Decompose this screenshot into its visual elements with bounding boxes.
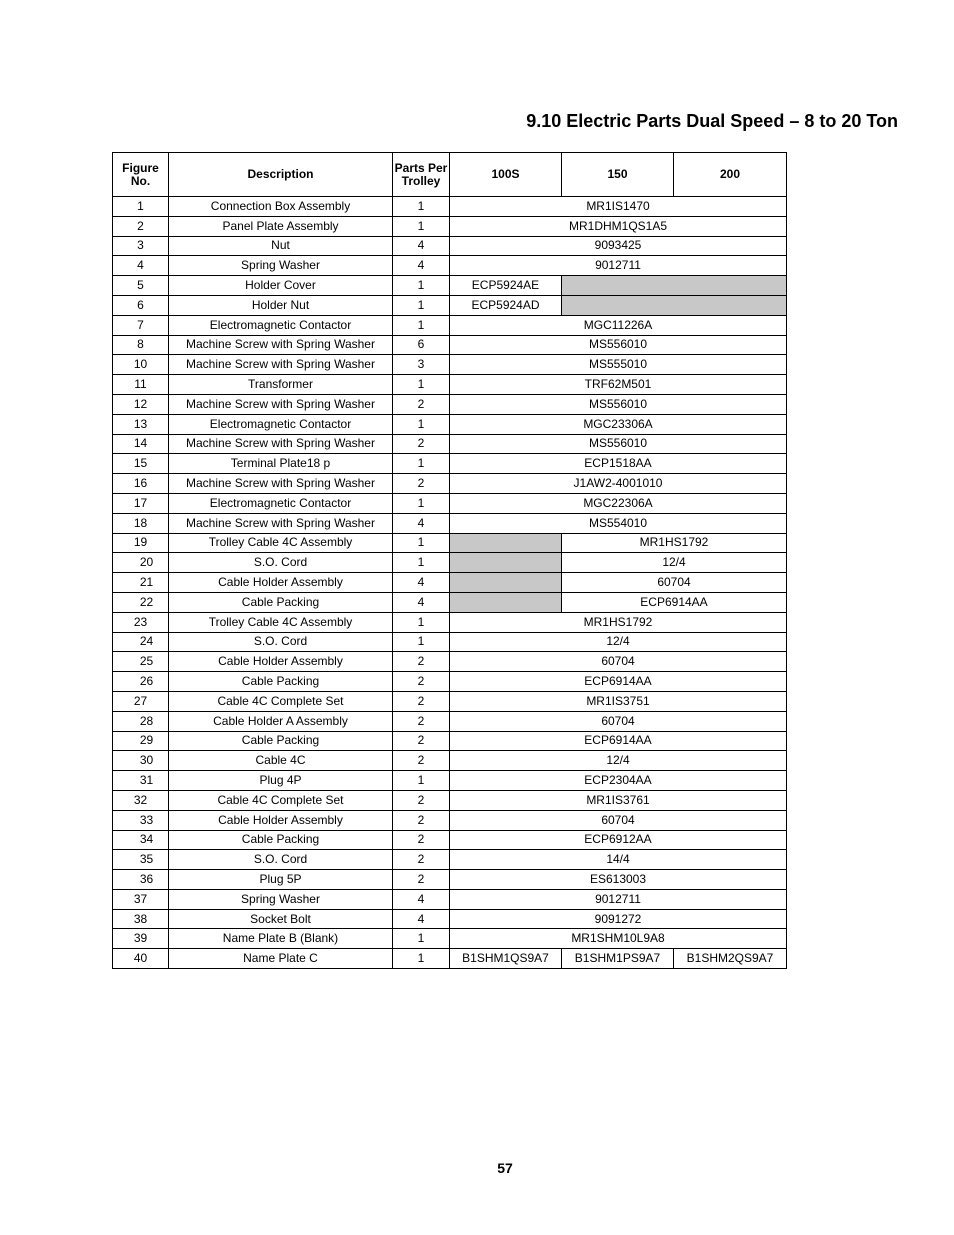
part-number: ECP1518AA (450, 454, 787, 474)
part-number-150: B1SHM1PS9A7 (562, 949, 674, 969)
part-description: Name Plate C (169, 949, 393, 969)
part-description: S.O. Cord (169, 850, 393, 870)
table-row (113, 691, 787, 711)
table-row (113, 751, 787, 771)
parts-per-trolley: 4 (393, 592, 450, 612)
table-row (113, 375, 787, 395)
part-number: ECP2304AA (450, 771, 787, 791)
table-row (113, 672, 787, 692)
table-row (113, 850, 787, 870)
table-row (113, 434, 787, 454)
part-number: MGC23306A (450, 414, 787, 434)
figure-number (113, 672, 169, 692)
figure-number-text: 17 (133, 495, 148, 510)
part-description: Spring Washer (169, 889, 393, 909)
header-figure: Figure No. (113, 153, 169, 197)
figure-number-text: 33 (139, 812, 154, 827)
figure-number-text: 10 (133, 357, 148, 372)
table-row (113, 197, 787, 217)
part-description: Electromagnetic Contactor (169, 493, 393, 513)
parts-per-trolley: 2 (393, 394, 450, 414)
part-number: 9093425 (450, 236, 787, 256)
part-number: MS555010 (450, 355, 787, 375)
table-row (113, 256, 787, 276)
figure-number-text: 18 (133, 515, 148, 530)
part-description: Machine Screw with Spring Washer (169, 434, 393, 454)
parts-per-trolley: 2 (393, 652, 450, 672)
part-number: MGC22306A (450, 493, 787, 513)
parts-per-trolley: 1 (393, 375, 450, 395)
figure-number-text: 11 (134, 377, 147, 392)
figure-number (113, 850, 169, 870)
table-row (113, 573, 787, 593)
figure-number (113, 929, 169, 949)
table-row (113, 612, 787, 632)
parts-per-trolley: 1 (393, 295, 450, 315)
figure-number (113, 949, 169, 969)
figure-number (113, 553, 169, 573)
part-description: Electromagnetic Contactor (169, 315, 393, 335)
not-applicable-cell (450, 573, 562, 593)
page-number: 57 (497, 1160, 513, 1176)
header-row (113, 153, 787, 197)
part-number: ECP6914AA (450, 731, 787, 751)
part-number: ES613003 (450, 870, 787, 890)
parts-per-trolley: 2 (393, 810, 450, 830)
table-row (113, 592, 787, 612)
parts-per-trolley: 1 (393, 632, 450, 652)
table-row (113, 632, 787, 652)
figure-number (113, 375, 169, 395)
part-number: MR1IS3751 (450, 691, 787, 711)
table-row (113, 236, 787, 256)
table-row (113, 276, 787, 296)
parts-per-trolley: 2 (393, 870, 450, 890)
table-row (113, 870, 787, 890)
part-description: Nut (169, 236, 393, 256)
part-description: Cable 4C Complete Set (169, 790, 393, 810)
part-number: MR1DHM1QS1A5 (450, 216, 787, 236)
parts-body (113, 197, 787, 969)
figure-number-text: 32 (133, 792, 148, 807)
figure-number-text: 24 (139, 634, 154, 649)
part-number: 60704 (450, 810, 787, 830)
page-title: 9.10 Electric Parts Dual Speed – 8 to 20 Ton (526, 111, 898, 131)
part-description: S.O. Cord (169, 553, 393, 573)
figure-number (113, 751, 169, 771)
part-number-150-200: MR1HS1792 (562, 533, 787, 553)
figure-number (113, 573, 169, 593)
part-description: Machine Screw with Spring Washer (169, 513, 393, 533)
part-number: MS556010 (450, 434, 787, 454)
figure-number (113, 909, 169, 929)
figure-number-text: 20 (139, 555, 154, 570)
figure-number (113, 434, 169, 454)
parts-per-trolley: 1 (393, 929, 450, 949)
not-applicable-cell (450, 553, 562, 573)
figure-number (113, 474, 169, 494)
figure-number-text: 36 (139, 871, 154, 886)
figure-number-text: 39 (133, 931, 148, 946)
table-row (113, 790, 787, 810)
part-description: Name Plate B (Blank) (169, 929, 393, 949)
figure-number (113, 711, 169, 731)
table-row (113, 553, 787, 573)
part-description: Cable 4C Complete Set (169, 691, 393, 711)
not-applicable-cell (450, 592, 562, 612)
figure-number (113, 236, 169, 256)
figure-number (113, 197, 169, 217)
figure-number (113, 731, 169, 751)
parts-per-trolley: 1 (393, 315, 450, 335)
figure-number (113, 652, 169, 672)
figure-number-text: 7 (137, 317, 144, 332)
part-description: Cable 4C (169, 751, 393, 771)
figure-number-text: 35 (139, 852, 154, 867)
part-number: 9091272 (450, 909, 787, 929)
parts-per-trolley: 2 (393, 731, 450, 751)
figure-number (113, 414, 169, 434)
figure-number-text: 12 (133, 396, 148, 411)
part-description: Spring Washer (169, 256, 393, 276)
part-description: Panel Plate Assembly (169, 216, 393, 236)
table-row (113, 454, 787, 474)
part-number: MR1HS1792 (450, 612, 787, 632)
figure-number-text: 38 (133, 911, 148, 926)
parts-per-trolley: 2 (393, 691, 450, 711)
table-row (113, 355, 787, 375)
figure-number-text: 5 (137, 278, 144, 293)
not-applicable-cell (562, 276, 787, 296)
table-row (113, 414, 787, 434)
figure-number-text: 21 (139, 575, 154, 590)
figure-number-text: 16 (133, 476, 148, 491)
part-description: Machine Screw with Spring Washer (169, 355, 393, 375)
part-number: MS556010 (450, 394, 787, 414)
part-number-150-200: 60704 (562, 573, 787, 593)
parts-per-trolley: 2 (393, 751, 450, 771)
figure-number-text: 29 (139, 733, 154, 748)
table-row (113, 810, 787, 830)
part-description: Plug 5P (169, 870, 393, 890)
figure-number-text: 23 (133, 614, 148, 629)
figure-number-text: 8 (137, 337, 144, 352)
part-number: 9012711 (450, 256, 787, 276)
figure-number (113, 335, 169, 355)
header-description: Description (169, 153, 393, 197)
parts-per-trolley: 1 (393, 771, 450, 791)
part-description: Machine Screw with Spring Washer (169, 394, 393, 414)
part-description: Socket Bolt (169, 909, 393, 929)
figure-number (113, 830, 169, 850)
figure-number (113, 394, 169, 414)
not-applicable-cell (562, 295, 787, 315)
figure-number-text: 4 (137, 258, 144, 273)
part-number-100s: B1SHM1QS9A7 (450, 949, 562, 969)
part-number: TRF62M501 (450, 375, 787, 395)
header-150: 150 (562, 153, 674, 197)
part-number: MS554010 (450, 513, 787, 533)
part-number-200: B1SHM2QS9A7 (674, 949, 787, 969)
figure-number-text: 25 (139, 654, 154, 669)
figure-number (113, 889, 169, 909)
figure-number-text: 2 (137, 218, 144, 233)
parts-per-trolley: 4 (393, 513, 450, 533)
figure-number-text: 27 (133, 693, 148, 708)
table-row (113, 216, 787, 236)
table-row (113, 493, 787, 513)
not-applicable-cell (450, 533, 562, 553)
figure-number (113, 790, 169, 810)
part-description: S.O. Cord (169, 632, 393, 652)
figure-number-text: 14 (133, 436, 148, 451)
part-number: 60704 (450, 711, 787, 731)
parts-per-trolley: 1 (393, 612, 450, 632)
part-description: Cable Holder A Assembly (169, 711, 393, 731)
part-number-150-200: ECP6914AA (562, 592, 787, 612)
parts-per-trolley: 1 (393, 197, 450, 217)
table-row (113, 711, 787, 731)
part-number: 12/4 (450, 632, 787, 652)
table-row (113, 474, 787, 494)
figure-number (113, 355, 169, 375)
part-number-150-200: 12/4 (562, 553, 787, 573)
figure-number-text: 28 (139, 713, 154, 728)
part-description: Cable Packing (169, 592, 393, 612)
figure-number (113, 256, 169, 276)
table-row (113, 929, 787, 949)
parts-per-trolley: 1 (393, 553, 450, 573)
parts-per-trolley: 2 (393, 830, 450, 850)
parts-per-trolley: 1 (393, 454, 450, 474)
part-number: ECP6914AA (450, 672, 787, 692)
parts-per-trolley: 4 (393, 889, 450, 909)
part-number: MR1IS1470 (450, 197, 787, 217)
part-description: Cable Packing (169, 672, 393, 692)
figure-number (113, 771, 169, 791)
part-number-100s: ECP5924AD (450, 295, 562, 315)
figure-number-text: 22 (139, 594, 154, 609)
parts-per-trolley: 6 (393, 335, 450, 355)
figure-number (113, 632, 169, 652)
figure-number (113, 493, 169, 513)
parts-per-trolley: 1 (393, 414, 450, 434)
part-number: MR1SHM10L9A8 (450, 929, 787, 949)
figure-number-text: 40 (133, 951, 148, 966)
table-row (113, 949, 787, 969)
part-description: Electromagnetic Contactor (169, 414, 393, 434)
parts-per-trolley: 2 (393, 850, 450, 870)
figure-number (113, 533, 169, 553)
part-number: 60704 (450, 652, 787, 672)
part-description: Cable Packing (169, 830, 393, 850)
figure-number-text: 15 (133, 456, 148, 471)
figure-number (113, 513, 169, 533)
part-description: Cable Packing (169, 731, 393, 751)
header-100s: 100S (450, 153, 562, 197)
figure-number-text: 3 (137, 238, 144, 253)
parts-per-trolley: 2 (393, 790, 450, 810)
table-row (113, 909, 787, 929)
table-row (113, 533, 787, 553)
figure-number (113, 810, 169, 830)
figure-number-text: 19 (133, 535, 148, 550)
header-200: 200 (674, 153, 787, 197)
part-number: MGC11226A (450, 315, 787, 335)
parts-per-trolley: 1 (393, 276, 450, 296)
figure-number (113, 612, 169, 632)
part-number: MS556010 (450, 335, 787, 355)
parts-per-trolley: 2 (393, 672, 450, 692)
figure-number-text: 37 (133, 891, 148, 906)
part-number: 9012711 (450, 889, 787, 909)
figure-number-text: 30 (139, 753, 154, 768)
parts-per-trolley: 1 (393, 533, 450, 553)
header-parts-per-trolley: Parts Per Trolley (393, 153, 450, 197)
table-row (113, 731, 787, 751)
table-row (113, 513, 787, 533)
part-description: Machine Screw with Spring Washer (169, 474, 393, 494)
part-description: Machine Screw with Spring Washer (169, 335, 393, 355)
parts-per-trolley: 4 (393, 909, 450, 929)
figure-number-text: 13 (133, 416, 148, 431)
part-description: Cable Holder Assembly (169, 652, 393, 672)
parts-per-trolley: 2 (393, 434, 450, 454)
parts-per-trolley: 1 (393, 949, 450, 969)
part-number: 14/4 (450, 850, 787, 870)
part-description: Cable Holder Assembly (169, 573, 393, 593)
parts-per-trolley: 2 (393, 474, 450, 494)
table-row (113, 315, 787, 335)
part-description: Plug 4P (169, 771, 393, 791)
figure-number (113, 216, 169, 236)
figure-number-text: 6 (137, 297, 144, 312)
table-row (113, 771, 787, 791)
parts-per-trolley: 4 (393, 256, 450, 276)
parts-per-trolley: 1 (393, 216, 450, 236)
parts-per-trolley: 4 (393, 236, 450, 256)
part-description: Terminal Plate18 p (169, 454, 393, 474)
figure-number-text: 26 (139, 674, 154, 689)
part-description: Transformer (169, 375, 393, 395)
figure-number (113, 691, 169, 711)
figure-number (113, 295, 169, 315)
parts-per-trolley: 4 (393, 573, 450, 593)
figure-number (113, 276, 169, 296)
parts-per-trolley: 2 (393, 711, 450, 731)
figure-number (113, 315, 169, 335)
table-row (113, 394, 787, 414)
part-description: Connection Box Assembly (169, 197, 393, 217)
table-row (113, 652, 787, 672)
parts-table (112, 152, 787, 969)
parts-per-trolley: 1 (393, 493, 450, 513)
part-description: Holder Nut (169, 295, 393, 315)
parts-per-trolley: 3 (393, 355, 450, 375)
part-number: J1AW2-4001010 (450, 474, 787, 494)
table-row (113, 830, 787, 850)
table-row (113, 335, 787, 355)
table-row (113, 295, 787, 315)
figure-number (113, 592, 169, 612)
part-number: 12/4 (450, 751, 787, 771)
part-number: MR1IS3761 (450, 790, 787, 810)
figure-number (113, 454, 169, 474)
part-description: Holder Cover (169, 276, 393, 296)
part-description: Trolley Cable 4C Assembly (169, 612, 393, 632)
part-description: Trolley Cable 4C Assembly (169, 533, 393, 553)
part-description: Cable Holder Assembly (169, 810, 393, 830)
figure-number-text: 31 (139, 773, 154, 787)
figure-number-text: 1 (137, 198, 144, 213)
part-number: ECP6912AA (450, 830, 787, 850)
table-row (113, 889, 787, 909)
part-number-100s: ECP5924AE (450, 276, 562, 296)
figure-number (113, 870, 169, 890)
figure-number-text: 34 (139, 832, 154, 847)
